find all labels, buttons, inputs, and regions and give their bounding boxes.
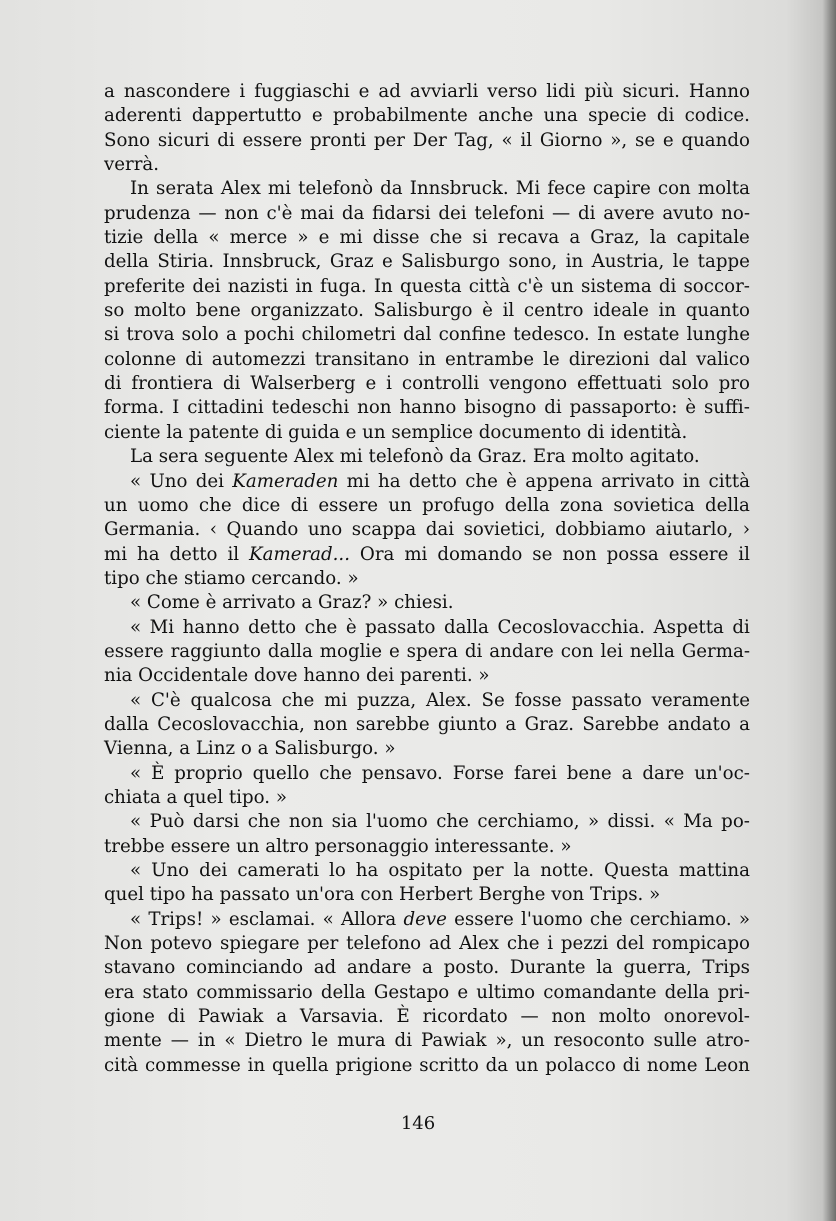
text-line: stavano cominciando ad andare a posto. Durante la guerra, Trips [104, 957, 750, 979]
text-line: un uomo che dice di essere un profugo della zona sovietica della [104, 494, 750, 516]
text-line: In serata Alex mi telefonò da Innsbruck. Mi fece capire con molta [130, 178, 750, 200]
text-line: forma. I cittadini tedeschi non hanno bisogno di passaporto: è suffi- [104, 397, 750, 419]
text-line: tizie della « merce » e mi disse che si recava a Graz, la capitale [104, 227, 750, 249]
text-line: della Stiria. Innsbruck, Graz e Salisburgo sono, in Austria, le tappe [104, 251, 750, 273]
page-number: 146 [400, 1113, 436, 1134]
text-line: « Come è arrivato a Graz? » chiesi. [130, 592, 454, 614]
text-line: essere raggiunto dalla moglie e spera di andare con lei nella Germa- [104, 640, 750, 662]
text-line: preferite dei nazisti in fuga. In questa città c'è un sistema di soccor- [104, 275, 750, 297]
text-line: dalla Cecoslovacchia, non sarebbe giunto a Graz. Sarebbe andato a [104, 713, 750, 735]
text-line: « Trips! » esclamai. « Allora deve essere l'uomo che cerchiamo. » [130, 908, 750, 930]
text-line: chiata a quel tipo. » [104, 786, 287, 808]
body-text [104, 80, 750, 1078]
text-line: prudenza — non c'è mai da fidarsi dei telefoni — di avere avuto no- [104, 202, 750, 224]
text-line: Vienna, a Linz o a Salisburgo. » [104, 738, 396, 760]
text-line: « Può darsi che non sia l'uomo che cerchiamo, » dissi. « Ma po- [130, 811, 750, 833]
text-line: « È proprio quello che pensavo. Forse farei bene a dare un'oc- [130, 762, 750, 784]
text-line: « Mi hanno detto che è passato dalla Cecoslovacchia. Aspetta di [130, 616, 750, 638]
text-line: a nascondere i fuggiaschi e ad avviarli verso lidi più sicuri. Hanno [104, 81, 750, 102]
text-line: nia Occidentale dove hanno dei parenti. » [104, 665, 490, 687]
text-line: verrà. [104, 154, 160, 176]
text-line: si trova solo a pochi chilometri dal confine tedesco. In estate lunghe [104, 324, 750, 346]
text-line: Non potevo spiegare per telefono ad Alex che i pezzi del rompicapo [104, 933, 750, 955]
text-line: mi ha detto il Kamerad... Ora mi domando se non possa essere il [104, 543, 750, 565]
text-line: di frontiera di Walserberg e i controlli vengono effettuati solo pro [104, 373, 750, 395]
text-line: mente — in « Dietro le mura di Pawiak », un resoconto sulle atro- [104, 1030, 750, 1052]
text-line: « Uno dei camerati lo ha ospitato per la notte. Questa mattina [130, 860, 750, 881]
text-line: era stato commissario della Gestapo e ultimo comandante della pri- [104, 981, 750, 1003]
text-line: Germania. ‹ Quando uno scappa dai sovietici, dobbiamo aiutarlo, › [104, 519, 750, 541]
text-line: « Uno dei Kameraden mi ha detto che è appena arrivato in città [130, 470, 750, 492]
text-line: gione di Pawiak a Varsavia. È ricordato — non molto onorevol- [104, 1006, 750, 1028]
text-line: colonne di automezzi transitano in entrambe le direzioni dal valico [104, 348, 750, 370]
text-line: ciente la patente di guida e un semplice documento di identità. [104, 421, 688, 443]
text-line: aderenti dappertutto e probabilmente anche una specie di codice. [104, 105, 750, 127]
text-line: so molto bene organizzato. Salisburgo è il centro ideale in quanto [104, 300, 750, 322]
text-line: cità commesse in quella prigione scritto da un polacco di nome Leon [104, 1054, 750, 1076]
text-line: quel tipo ha passato un'ora con Herbert Berghe von Trips. » [104, 884, 661, 906]
text-line: trebbe essere un altro personaggio interessante. » [104, 835, 572, 857]
text-line: La sera seguente Alex mi telefonò da Graz. Era molto agitato. [130, 446, 700, 468]
book-spine-shadow [822, 0, 836, 1221]
text-line: tipo che stiamo cercando. » [104, 567, 359, 589]
text-line: « C'è qualcosa che mi puzza, Alex. Se fosse passato veramente [130, 689, 750, 711]
text-line: Sono sicuri di essere pronti per Der Tag, « il Giorno », se e quando [104, 129, 750, 151]
